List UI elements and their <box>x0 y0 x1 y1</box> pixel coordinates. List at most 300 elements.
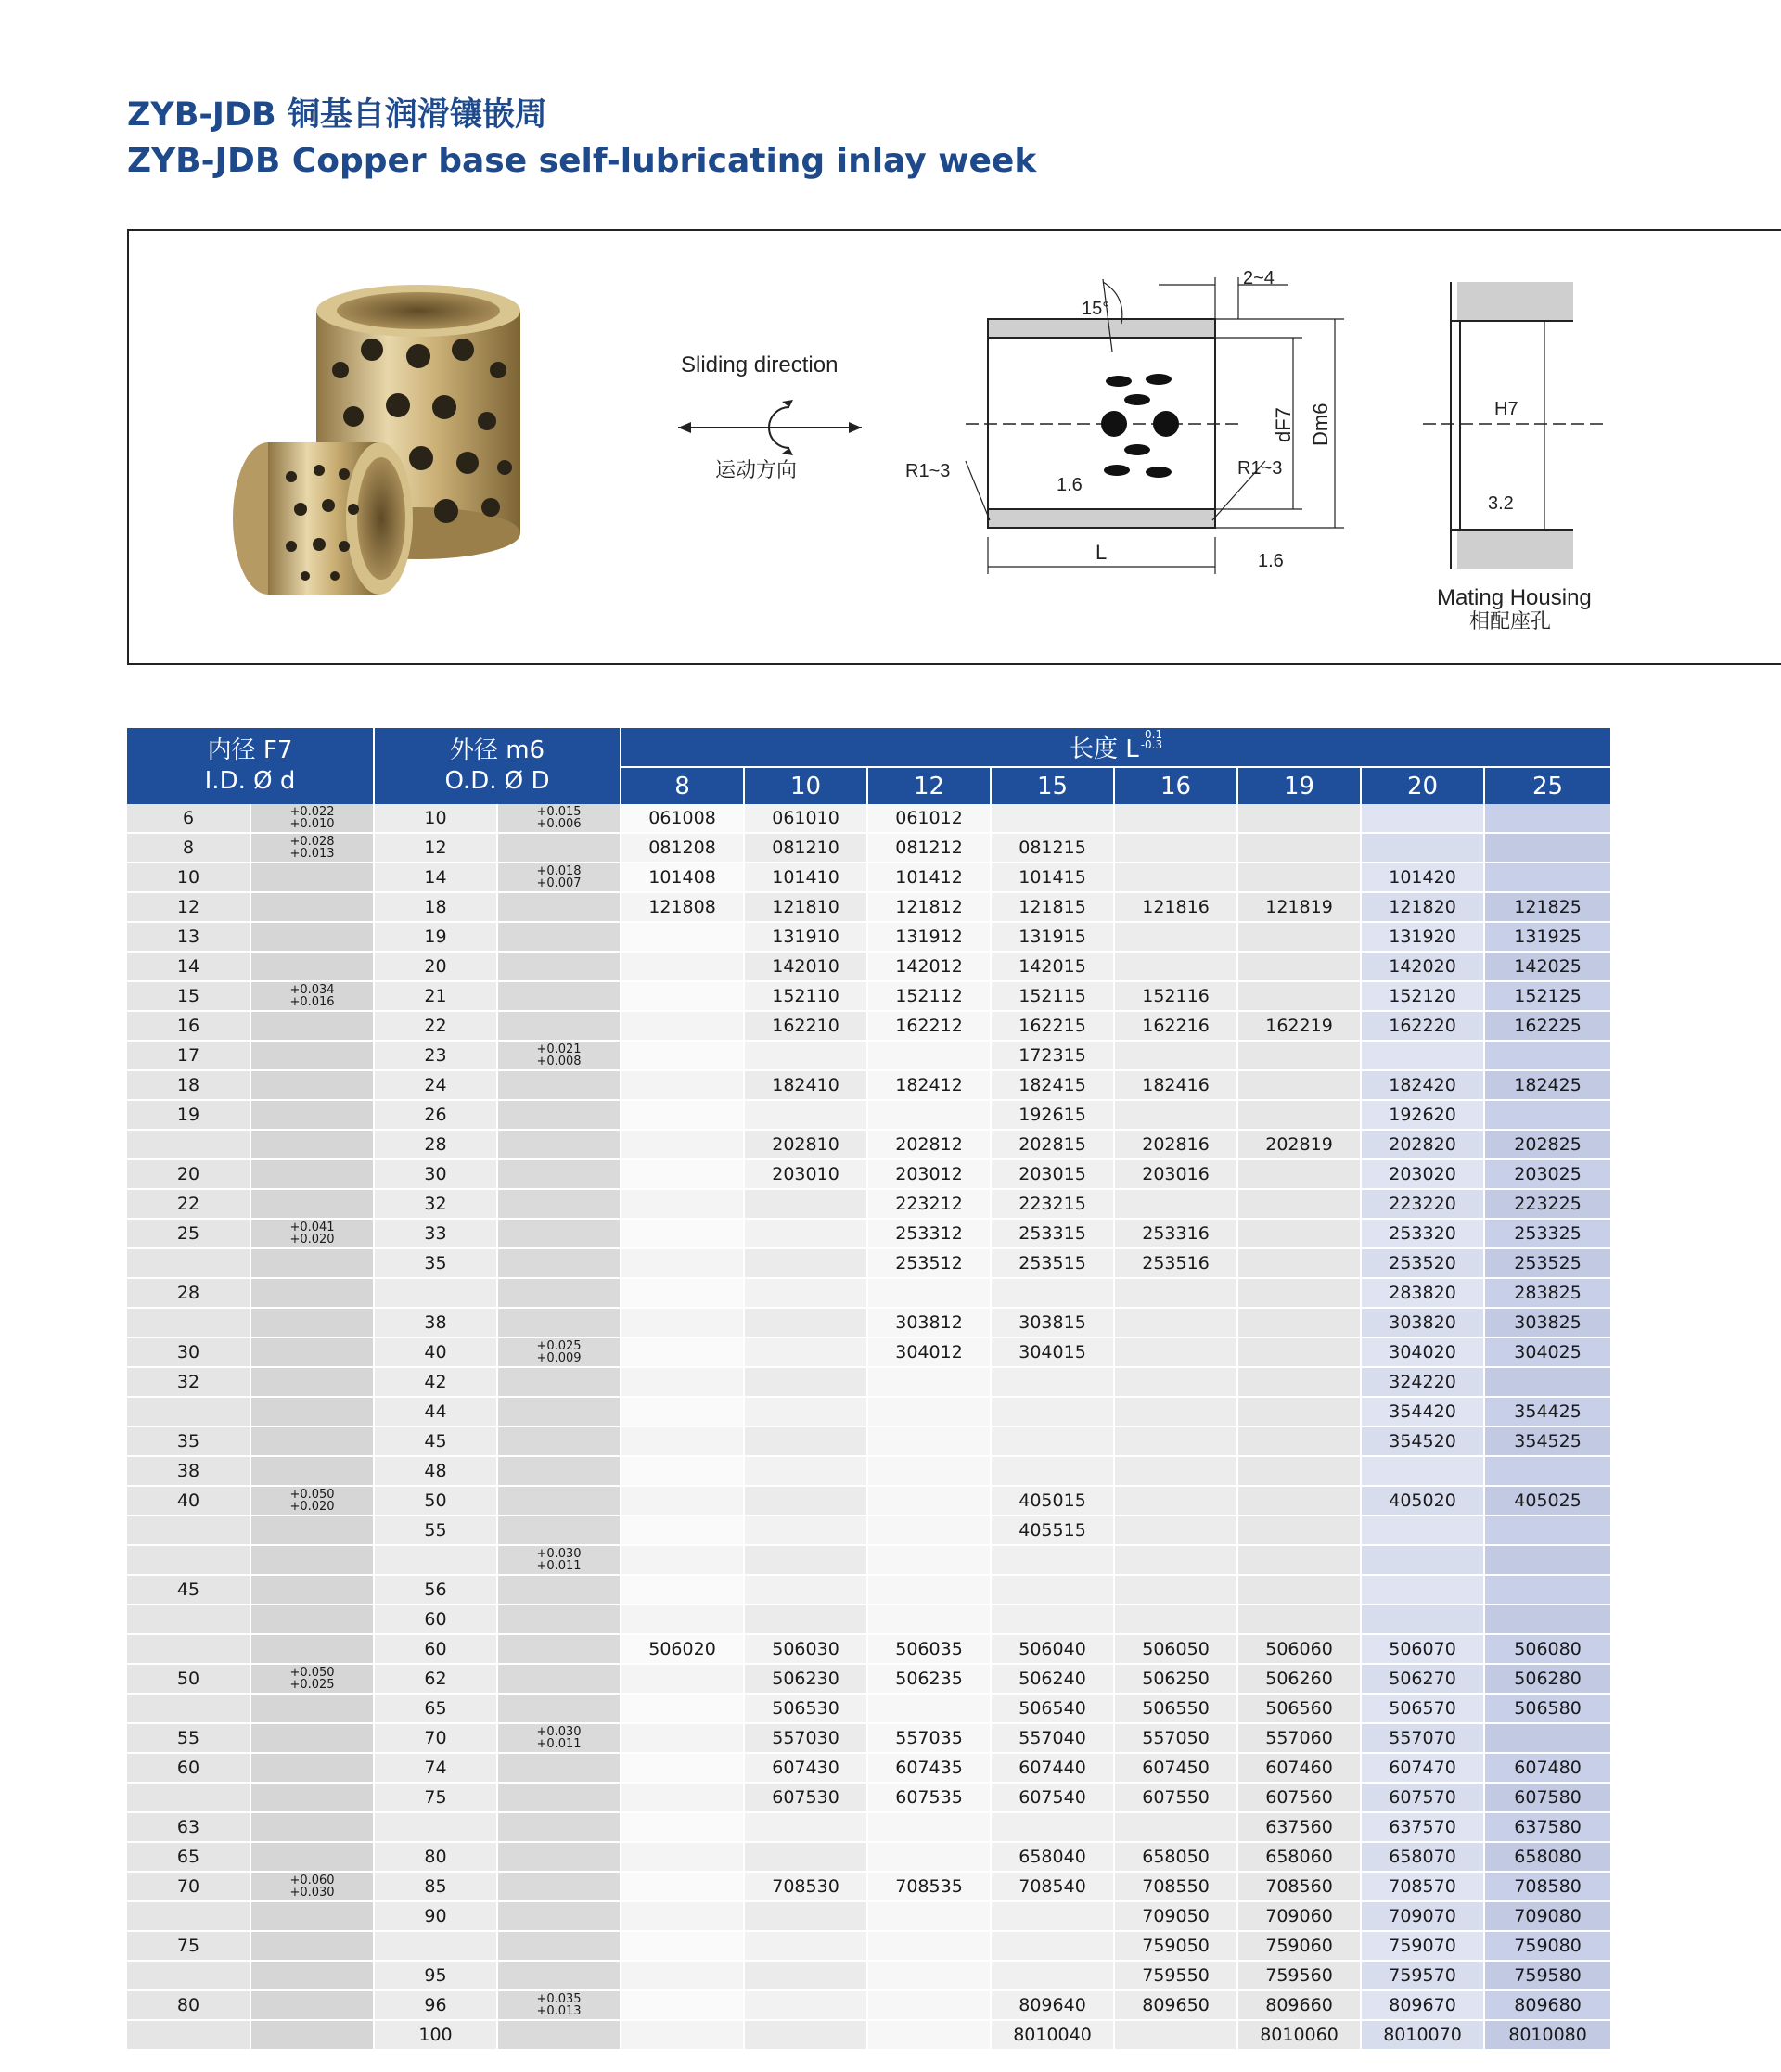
part-number-cell <box>867 1367 991 1397</box>
part-number-cell <box>1237 1545 1361 1575</box>
part-number-cell <box>744 1248 867 1278</box>
table-row <box>127 804 1610 833</box>
table-row <box>127 1070 1610 1100</box>
outer-diameter-cell: 22 <box>374 1011 497 1041</box>
part-number-cell <box>744 1337 867 1367</box>
outer-diameter-cell: 26 <box>374 1100 497 1130</box>
part-number-cell <box>744 1308 867 1337</box>
part-number-cell: 809660 <box>1237 1990 1361 2020</box>
outer-tolerance-cell <box>497 1397 621 1426</box>
table-row <box>127 1486 1610 1516</box>
part-number-cell: 152112 <box>867 981 991 1011</box>
part-number-cell: 506030 <box>744 1634 867 1664</box>
outer-tolerance-cell <box>497 1130 621 1159</box>
part-number-cell <box>621 1308 744 1337</box>
part-number-cell <box>744 1219 867 1248</box>
inner-tolerance-cell <box>250 1397 374 1426</box>
part-number-cell: 658060 <box>1237 1842 1361 1872</box>
length-tol-upper: -0.1 <box>1140 728 1163 741</box>
tolerance-value: +0.020 <box>289 1500 335 1514</box>
part-number-cell <box>1361 804 1484 833</box>
part-number-cell: 506230 <box>744 1664 867 1694</box>
part-number-cell: 607460 <box>1237 1753 1361 1783</box>
part-number-cell: 506040 <box>991 1634 1114 1664</box>
od-header-en: O.D. Ø D <box>444 767 550 795</box>
inner-tolerance-cell <box>250 1159 374 1189</box>
part-number-cell: 709070 <box>1361 1901 1484 1931</box>
part-number-cell: 506280 <box>1484 1664 1610 1694</box>
part-number-cell: 709060 <box>1237 1901 1361 1931</box>
part-number-cell <box>1114 1516 1237 1545</box>
part-number-cell <box>1237 1041 1361 1070</box>
table-row <box>127 1961 1610 1990</box>
table-row <box>127 1634 1610 1664</box>
part-number-cell <box>1237 1426 1361 1456</box>
inner-tolerance-cell <box>250 833 374 863</box>
part-number-cell: 202812 <box>867 1130 991 1159</box>
part-number-cell <box>621 1100 744 1130</box>
part-number-cell <box>1484 1456 1610 1486</box>
outer-diameter-cell: 23 <box>374 1041 497 1070</box>
part-number-cell: 162225 <box>1484 1011 1610 1041</box>
part-number-cell: 506570 <box>1361 1694 1484 1723</box>
length-header <box>621 728 1610 767</box>
tolerance-value: +0.008 <box>536 1055 582 1068</box>
part-number-cell: 283825 <box>1484 1278 1610 1308</box>
inner-diameter-cell <box>127 1248 250 1278</box>
part-number-cell: 607530 <box>744 1783 867 1812</box>
inner-diameter-cell: 22 <box>127 1189 250 1219</box>
part-number-cell: 607470 <box>1361 1753 1484 1783</box>
outer-diameter-cell: 32 <box>374 1189 497 1219</box>
inner-diameter-cell <box>127 1694 250 1723</box>
outer-diameter-cell: 10 <box>374 804 497 833</box>
part-number-cell: 182410 <box>744 1070 867 1100</box>
part-number-cell <box>621 1842 744 1872</box>
part-number-cell <box>1237 1070 1361 1100</box>
inner-tolerance-cell <box>250 1426 374 1456</box>
part-number-cell: 253316 <box>1114 1219 1237 1248</box>
table-row <box>127 1397 1610 1426</box>
outer-tolerance-cell <box>497 1278 621 1308</box>
part-number-cell <box>744 1901 867 1931</box>
tolerance-value: +0.006 <box>536 817 582 831</box>
roughness-inner-label: 1.6 <box>1057 475 1083 495</box>
table-row <box>127 922 1610 952</box>
part-number-cell: 637570 <box>1361 1812 1484 1842</box>
part-number-cell: 162220 <box>1361 1011 1484 1041</box>
outer-diameter-cell: 40 <box>374 1337 497 1367</box>
part-number-cell: 253320 <box>1361 1219 1484 1248</box>
part-number-cell: 121812 <box>867 892 991 922</box>
outer-diameter-cell: 55 <box>374 1516 497 1545</box>
part-number-cell <box>991 1426 1114 1456</box>
part-number-cell <box>744 1189 867 1219</box>
part-number-cell <box>621 1545 744 1575</box>
part-number-cell <box>621 1456 744 1486</box>
outer-diameter-cell: 100 <box>374 2020 497 2050</box>
part-number-cell: 182416 <box>1114 1070 1237 1100</box>
inner-tolerance-cell <box>250 922 374 952</box>
part-number-cell: 708550 <box>1114 1872 1237 1901</box>
part-number-cell: 506080 <box>1484 1634 1610 1664</box>
table-row <box>127 1516 1610 1545</box>
part-number-cell <box>621 1961 744 1990</box>
part-number-cell: 354520 <box>1361 1426 1484 1456</box>
part-number-cell <box>1114 1545 1237 1575</box>
inner-diameter-cell: 14 <box>127 952 250 981</box>
part-number-cell <box>1361 1605 1484 1634</box>
table-row <box>127 892 1610 922</box>
part-number-cell <box>621 981 744 1011</box>
part-number-cell <box>621 1872 744 1901</box>
part-number-cell <box>621 1901 744 1931</box>
table-row <box>127 1159 1610 1189</box>
inner-diameter-cell: 17 <box>127 1041 250 1070</box>
part-number-cell <box>1237 1248 1361 1278</box>
part-number-cell: 253520 <box>1361 1248 1484 1278</box>
inner-diameter-cell <box>127 1634 250 1664</box>
part-number-cell <box>867 1456 991 1486</box>
part-number-cell <box>867 1901 991 1931</box>
inner-diameter-cell: 10 <box>127 863 250 892</box>
part-number-cell: 203012 <box>867 1159 991 1189</box>
part-number-cell: 203016 <box>1114 1159 1237 1189</box>
tolerance-value: +0.030 <box>289 1886 335 1899</box>
part-number-cell <box>867 1041 991 1070</box>
id-header-en: I.D. Ø d <box>204 767 296 795</box>
part-number-cell: 708530 <box>744 1872 867 1901</box>
outer-tolerance-cell <box>497 892 621 922</box>
part-number-cell: 708535 <box>867 1872 991 1901</box>
part-number-cell: 253325 <box>1484 1219 1610 1248</box>
part-number-cell <box>1114 1575 1237 1605</box>
part-number-cell: 152125 <box>1484 981 1610 1011</box>
part-number-cell <box>1237 922 1361 952</box>
part-number-cell: 506060 <box>1237 1634 1361 1664</box>
part-number-cell <box>1237 1575 1361 1605</box>
part-number-cell: 162212 <box>867 1011 991 1041</box>
part-number-cell <box>621 1575 744 1605</box>
outer-tolerance-cell <box>497 1426 621 1456</box>
part-number-cell: 192615 <box>991 1100 1114 1130</box>
part-number-cell <box>867 1397 991 1426</box>
part-number-cell <box>744 1278 867 1308</box>
part-number-cell: 223212 <box>867 1189 991 1219</box>
outer-tolerance-cell <box>497 2020 621 2050</box>
part-number-cell <box>621 1189 744 1219</box>
part-number-cell <box>621 1694 744 1723</box>
part-number-cell <box>867 2020 991 2050</box>
part-number-cell <box>1114 863 1237 892</box>
part-number-cell: 182415 <box>991 1070 1114 1100</box>
part-number-cell: 607560 <box>1237 1783 1361 1812</box>
table-row <box>127 1426 1610 1456</box>
part-number-cell: 607450 <box>1114 1753 1237 1783</box>
table-row <box>127 1872 1610 1901</box>
part-number-cell <box>1114 2020 1237 2050</box>
part-number-cell <box>744 1990 867 2020</box>
part-number-cell <box>867 1694 991 1723</box>
tolerance-value: +0.015 <box>536 805 582 819</box>
part-number-cell: 506540 <box>991 1694 1114 1723</box>
inner-tolerance-cell <box>250 1248 374 1278</box>
part-number-cell: 607440 <box>991 1753 1114 1783</box>
part-number-cell: 192620 <box>1361 1100 1484 1130</box>
outer-tolerance-cell <box>497 1753 621 1783</box>
part-number-cell: 557035 <box>867 1723 991 1753</box>
part-number-cell <box>1114 952 1237 981</box>
part-number-cell <box>1114 1189 1237 1219</box>
outer-tolerance-cell <box>497 1248 621 1278</box>
outer-tolerance-cell <box>497 1219 621 1248</box>
inner-tolerance-cell <box>250 1367 374 1397</box>
inner-diameter-cell: 75 <box>127 1931 250 1961</box>
part-number-cell <box>621 1664 744 1694</box>
part-number-cell <box>867 1812 991 1842</box>
tolerance-value: +0.009 <box>536 1351 582 1365</box>
part-number-cell <box>621 2020 744 2050</box>
inner-diameter-cell: 13 <box>127 922 250 952</box>
part-number-cell <box>991 1812 1114 1842</box>
inner-tolerance-cell <box>250 1278 374 1308</box>
tolerance-value: +0.025 <box>536 1339 582 1353</box>
part-number-cell <box>1237 1159 1361 1189</box>
part-number-cell: 162210 <box>744 1011 867 1041</box>
table-row <box>127 2020 1610 2050</box>
tolerance-value: +0.021 <box>536 1042 582 1056</box>
outer-tolerance-cell <box>497 833 621 863</box>
inner-tolerance-cell <box>250 1575 374 1605</box>
part-number-cell <box>744 1456 867 1486</box>
part-number-cell: 081212 <box>867 833 991 863</box>
inner-diameter-cell: 32 <box>127 1367 250 1397</box>
part-number-cell <box>1484 1041 1610 1070</box>
inner-diameter-cell: 70 <box>127 1872 250 1901</box>
part-number-cell <box>621 922 744 952</box>
length-tol-lower: -0.3 <box>1140 738 1163 751</box>
inner-diameter-cell: 28 <box>127 1278 250 1308</box>
outer-diameter-cell: 19 <box>374 922 497 952</box>
part-number-cell <box>621 1990 744 2020</box>
part-number-cell <box>1237 981 1361 1011</box>
part-number-cell: 405515 <box>991 1516 1114 1545</box>
inner-diameter-cell: 19 <box>127 1100 250 1130</box>
part-number-cell <box>621 1753 744 1783</box>
part-number-cell <box>1114 804 1237 833</box>
outer-diameter-cell <box>374 1931 497 1961</box>
outer-tolerance-cell <box>497 1931 621 1961</box>
part-number-cell: 506235 <box>867 1664 991 1694</box>
inner-tolerance-cell <box>250 1961 374 1990</box>
length-col-header: 8 <box>621 767 744 804</box>
part-number-cell <box>744 1397 867 1426</box>
inner-diameter-cell <box>127 1308 250 1337</box>
mating-housing-drawing <box>1423 282 1604 569</box>
part-number-cell: 759570 <box>1361 1961 1484 1990</box>
part-number-cell: 131912 <box>867 922 991 952</box>
part-number-cell: 303815 <box>991 1308 1114 1337</box>
part-number-cell: 131910 <box>744 922 867 952</box>
outer-diameter-cell: 96 <box>374 1990 497 2020</box>
outer-tolerance-cell <box>497 1961 621 1990</box>
inner-tolerance-cell <box>250 1723 374 1753</box>
part-number-cell <box>991 1605 1114 1634</box>
outer-tolerance-cell <box>497 1634 621 1664</box>
length-col-header: 10 <box>744 767 867 804</box>
part-number-cell <box>744 1516 867 1545</box>
tolerance-value: +0.030 <box>536 1547 582 1561</box>
part-number-cell <box>621 1041 744 1070</box>
part-number-cell: 809650 <box>1114 1990 1237 2020</box>
outer-diameter-cell: 28 <box>374 1130 497 1159</box>
part-number-cell: 101408 <box>621 863 744 892</box>
inner-diameter-cell <box>127 2020 250 2050</box>
part-number-cell <box>621 1011 744 1041</box>
part-number-cell <box>621 952 744 981</box>
part-number-cell <box>1237 1456 1361 1486</box>
tolerance-value: +0.016 <box>289 995 335 1009</box>
part-number-cell <box>991 1397 1114 1426</box>
outer-tolerance-cell <box>497 1367 621 1397</box>
part-number-cell: 081210 <box>744 833 867 863</box>
part-number-cell: 506250 <box>1114 1664 1237 1694</box>
inner-tolerance-cell <box>250 1130 374 1159</box>
tolerance-value: +0.018 <box>536 864 582 878</box>
outer-tolerance-cell <box>497 1486 621 1516</box>
length-col-header: 16 <box>1114 767 1237 804</box>
outer-diameter-cell: 12 <box>374 833 497 863</box>
part-number-cell <box>867 1545 991 1575</box>
inner-diameter-cell <box>127 1961 250 1990</box>
part-number-cell <box>1114 1308 1237 1337</box>
part-number-cell: 354525 <box>1484 1426 1610 1456</box>
part-number-cell: 354425 <box>1484 1397 1610 1426</box>
outer-tolerance-cell <box>497 863 621 892</box>
mating-housing-label: Mating Housing <box>1437 585 1592 610</box>
part-number-cell: 202819 <box>1237 1130 1361 1159</box>
inner-tolerance-cell <box>250 2020 374 2050</box>
inner-diameter-cell: 6 <box>127 804 250 833</box>
part-number-cell <box>991 1901 1114 1931</box>
part-number-cell: 607550 <box>1114 1783 1237 1812</box>
length-col-header: 12 <box>867 767 991 804</box>
part-number-cell <box>1237 1308 1361 1337</box>
part-number-cell: 557060 <box>1237 1723 1361 1753</box>
part-number-cell <box>744 1812 867 1842</box>
part-number-cell <box>1484 1605 1610 1634</box>
part-number-cell <box>1361 1545 1484 1575</box>
outer-tolerance-cell <box>497 804 621 833</box>
part-number-cell <box>991 804 1114 833</box>
part-number-cell <box>1114 922 1237 952</box>
part-number-cell <box>1114 1397 1237 1426</box>
part-number-cell <box>1114 1100 1237 1130</box>
table-row <box>127 1219 1610 1248</box>
inner-diameter-cell: 25 <box>127 1219 250 1248</box>
inner-tolerance-cell <box>250 1931 374 1961</box>
part-number-cell: 506020 <box>621 1634 744 1664</box>
part-number-cell: 172315 <box>991 1041 1114 1070</box>
table-row <box>127 1901 1610 1931</box>
part-number-cell <box>621 1337 744 1367</box>
length-label: L <box>1096 541 1108 564</box>
part-number-cell: 121815 <box>991 892 1114 922</box>
part-number-cell <box>744 1100 867 1130</box>
part-number-cell: 253315 <box>991 1219 1114 1248</box>
part-number-cell <box>1237 1367 1361 1397</box>
part-number-cell <box>1237 1278 1361 1308</box>
outer-tolerance-cell <box>497 981 621 1011</box>
outer-tolerance-cell <box>497 1812 621 1842</box>
part-number-cell <box>991 1575 1114 1605</box>
part-number-cell: 607535 <box>867 1783 991 1812</box>
part-number-cell <box>744 1545 867 1575</box>
table-row <box>127 1842 1610 1872</box>
part-number-cell <box>1237 1605 1361 1634</box>
roughness-housing-label: 3.2 <box>1488 493 1514 514</box>
outer-diameter-cell: 35 <box>374 1248 497 1278</box>
part-number-cell: 506260 <box>1237 1664 1361 1694</box>
outer-diameter-cell: 65 <box>374 1694 497 1723</box>
outer-tolerance-cell <box>497 1308 621 1337</box>
outer-diameter-cell: 74 <box>374 1753 497 1783</box>
part-number-cell: 142012 <box>867 952 991 981</box>
table-row <box>127 981 1610 1011</box>
part-number-cell <box>1484 1575 1610 1605</box>
part-number-cell <box>991 1931 1114 1961</box>
part-number-cell: 121816 <box>1114 892 1237 922</box>
angle-label: 15° <box>1082 299 1110 319</box>
part-number-cell: 759560 <box>1237 1961 1361 1990</box>
part-number-cell: 506560 <box>1237 1694 1361 1723</box>
inner-tolerance-cell <box>250 1783 374 1812</box>
part-number-cell <box>867 1961 991 1990</box>
tolerance-value: +0.034 <box>289 983 335 997</box>
part-number-cell: 506070 <box>1361 1634 1484 1664</box>
part-number-cell: 162215 <box>991 1011 1114 1041</box>
table-row <box>127 1189 1610 1219</box>
part-number-cell <box>744 1486 867 1516</box>
part-number-cell: 061008 <box>621 804 744 833</box>
outer-tolerance-cell <box>497 1901 621 1931</box>
table-row <box>127 1545 1610 1575</box>
part-number-cell <box>1237 833 1361 863</box>
tolerance-value: +0.013 <box>289 847 335 861</box>
table-row <box>127 1694 1610 1723</box>
page-title-cn: ZYB-JDB 铜基自润滑镶嵌周 <box>127 96 547 134</box>
part-number-cell <box>867 1575 991 1605</box>
part-number-cell <box>1114 1605 1237 1634</box>
outer-diameter-cell: 24 <box>374 1070 497 1100</box>
inner-diameter-cell: 60 <box>127 1753 250 1783</box>
part-number-cell: 253516 <box>1114 1248 1237 1278</box>
part-number-cell: 152120 <box>1361 981 1484 1011</box>
part-number-cell: 162219 <box>1237 1011 1361 1041</box>
length-col-header: 20 <box>1361 767 1484 804</box>
inner-diameter-cell: 35 <box>127 1426 250 1456</box>
part-number-cell: 8010080 <box>1484 2020 1610 2050</box>
sliding-direction-label-cn: 运动方向 <box>715 458 798 481</box>
part-number-cell: 708570 <box>1361 1872 1484 1901</box>
part-number-cell <box>991 1961 1114 1990</box>
part-number-cell: 607580 <box>1484 1783 1610 1812</box>
outer-diameter-cell: 95 <box>374 1961 497 1990</box>
part-number-cell <box>744 1426 867 1456</box>
inner-diameter-cell <box>127 1130 250 1159</box>
part-number-cell: 202815 <box>991 1130 1114 1159</box>
outer-diameter-cell: 75 <box>374 1783 497 1812</box>
